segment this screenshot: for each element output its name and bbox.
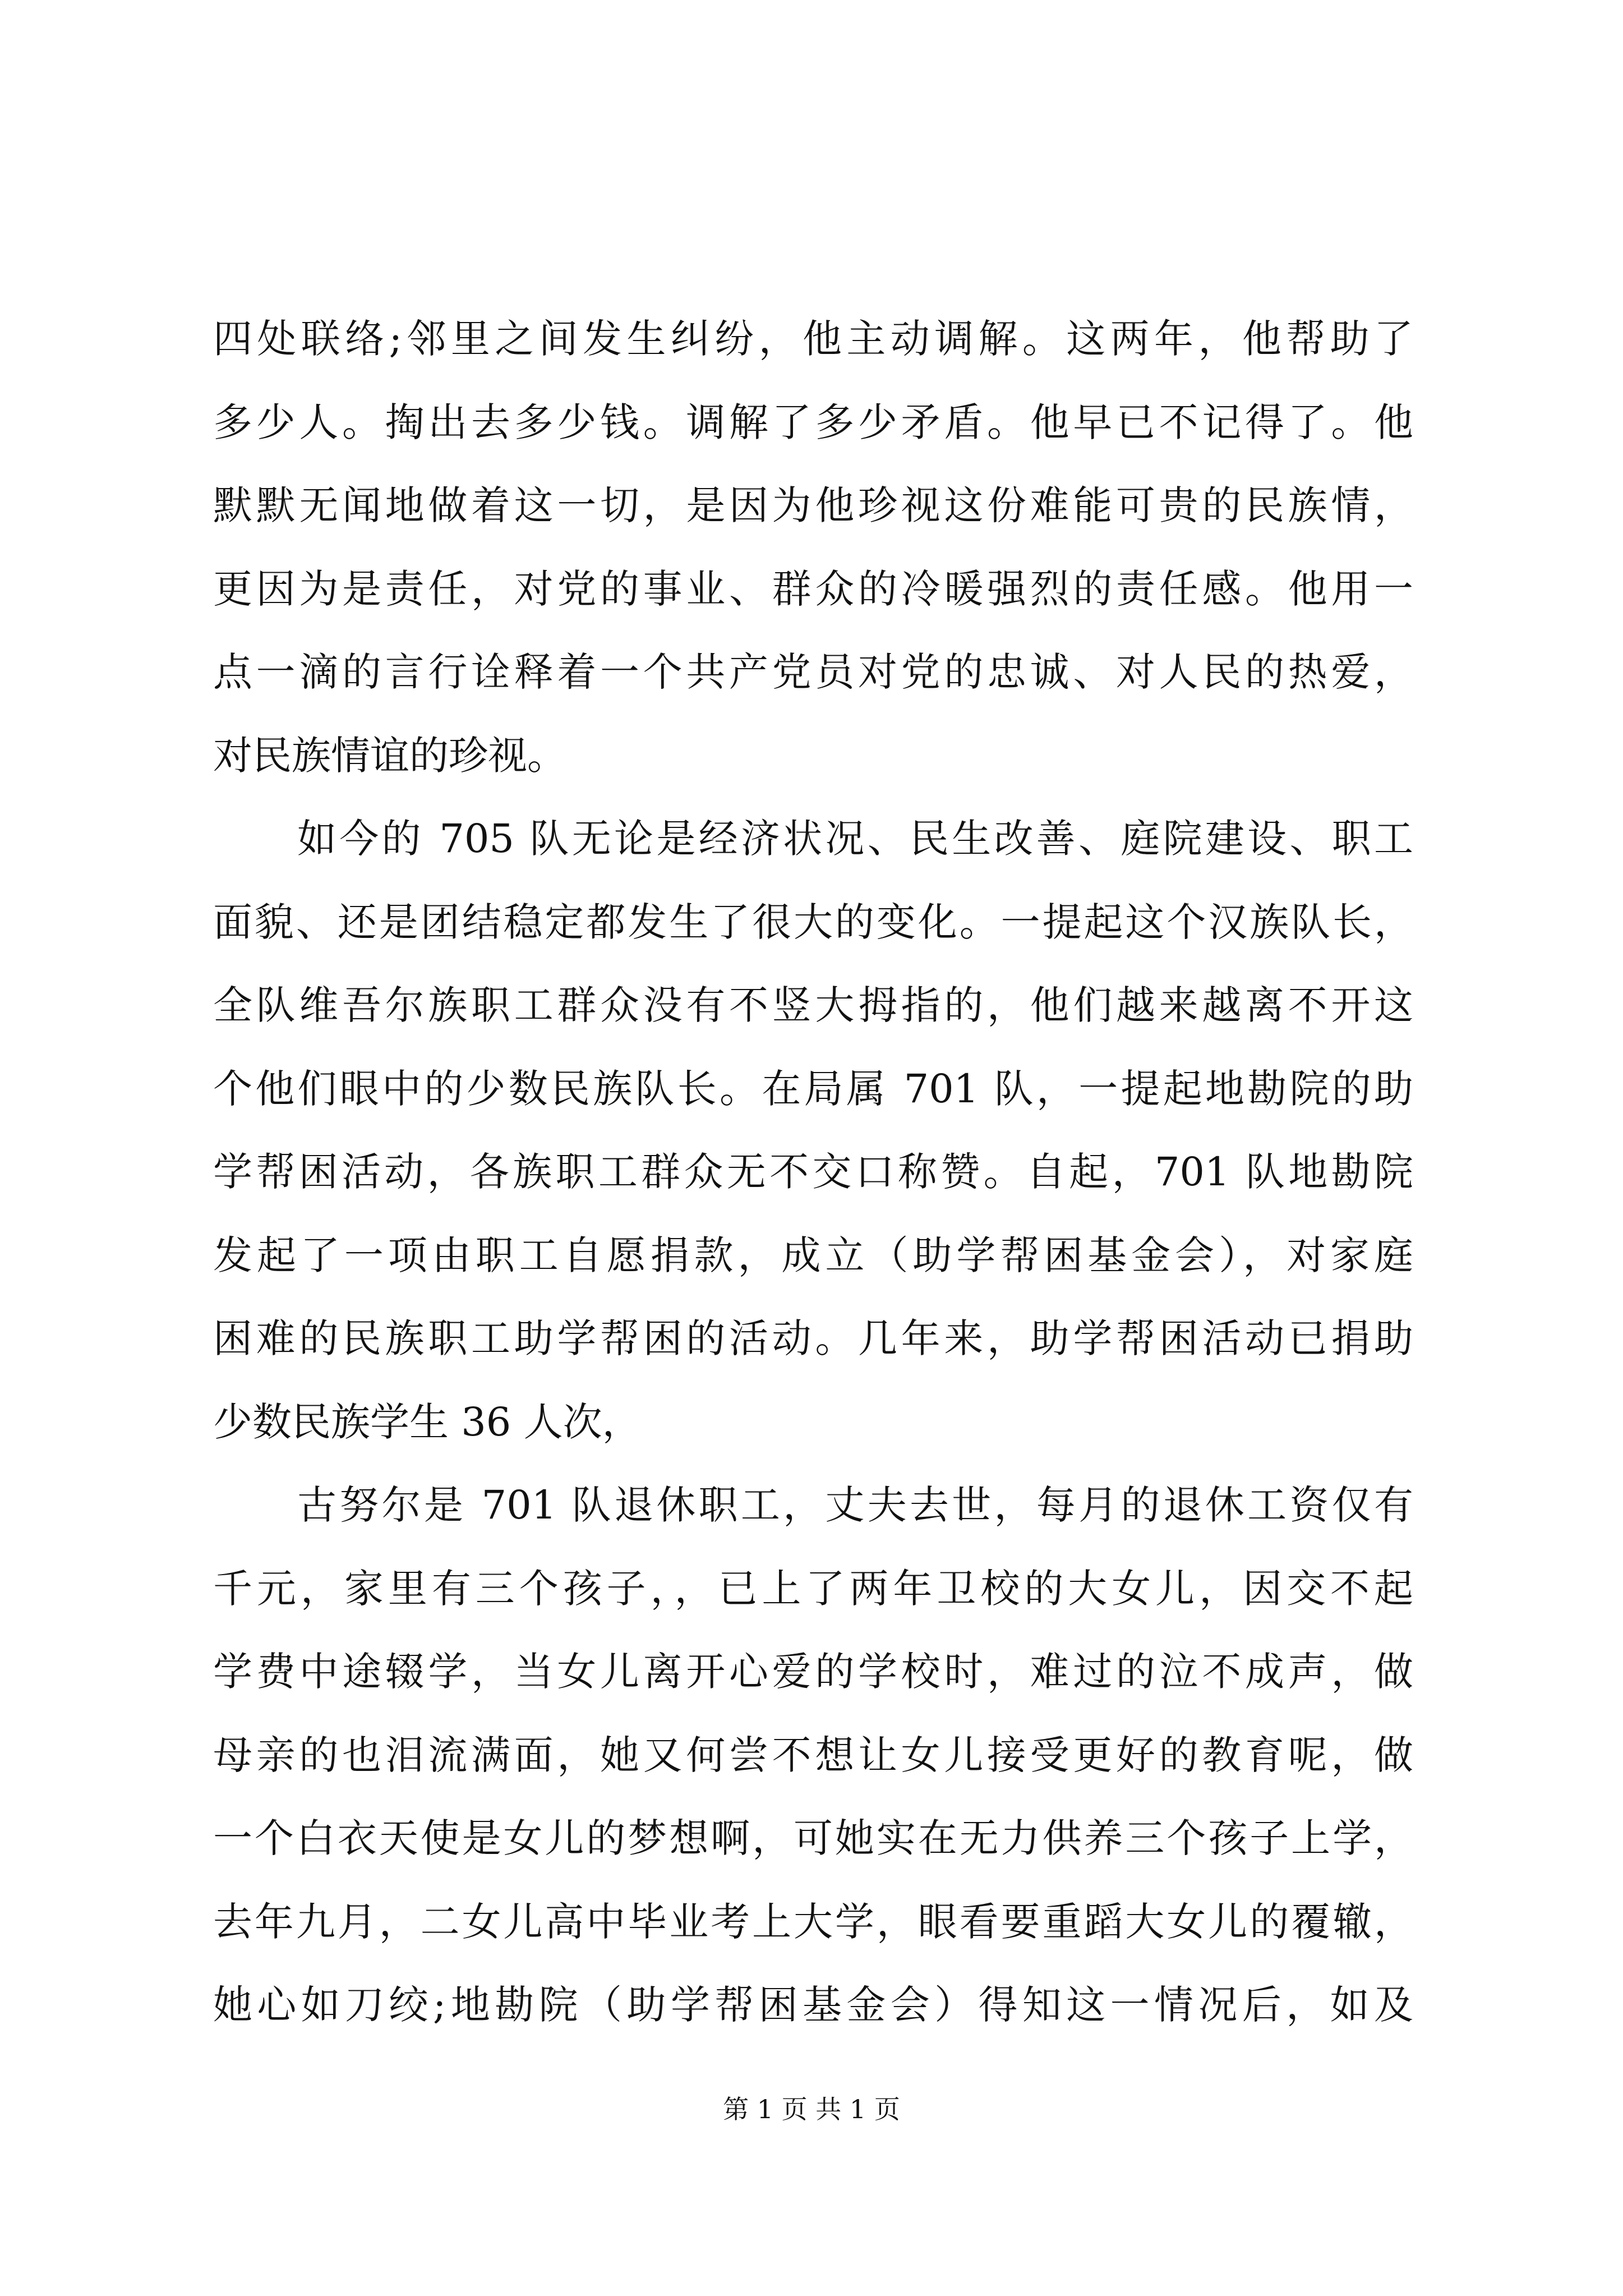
text-line: 多少人。掏出去多少钱。调解了多少矛盾。他早已不记得了。他 <box>213 399 1413 445</box>
text-line: 一个白衣天使是女儿的梦想啊，可她实在无力供养三个孩子上学， <box>213 1815 1413 1861</box>
document-body <box>213 297 1413 2047</box>
text-line: 更因为是责任，对党的事业、群众的冷暖强烈的责任感。他用一 <box>213 565 1413 612</box>
text-line: 四处联络;邻里之间发生纠纷，他主动调解。这两年，他帮助了 <box>213 316 1413 362</box>
text-line: 学帮困活动，各族职工群众无不交口称赞。自起，701 队地勘院 <box>213 1149 1413 1195</box>
text-line: 少数民族学生 36 人次， <box>213 1398 642 1445</box>
page-footer: 第 1 页 共 1 页 <box>723 2094 900 2124</box>
text-line: 个他们眼中的少数民族队长。在局属 701 队，一提起地勘院的助 <box>213 1065 1413 1112</box>
text-line: 古努尔是 701 队退休职工，丈夫去世，每月的退休工资仅有 <box>297 1482 1413 1528</box>
text-line: 学费中途辍学，当女儿离开心爱的学校时，难过的泣不成声，做 <box>213 1649 1413 1695</box>
text-line: 如今的 705 队无论是经济状况、民生改善、庭院建设、职工 <box>297 816 1413 862</box>
text-line: 母亲的也泪流满面，她又何尝不想让女儿接受更好的教育呢，做 <box>213 1732 1413 1778</box>
text-line: 发起了一项由职工自愿捐款，成立（助学帮困基金会），对家庭 <box>213 1232 1413 1278</box>
text-line: 默默无闻地做着这一切，是因为他珍视这份难能可贵的民族情， <box>213 482 1413 528</box>
text-line: 对民族情谊的珍视。 <box>213 732 566 779</box>
text-line: 点一滴的言行诠释着一个共产党员对党的忠诚、对人民的热爱， <box>213 649 1413 695</box>
text-line: 面貌、还是团结稳定都发生了很大的变化。一提起这个汉族队长， <box>213 899 1413 945</box>
text-line: 困难的民族职工助学帮困的活动。几年来，助学帮困活动已捐助 <box>213 1315 1413 1361</box>
text-line: 去年九月，二女儿高中毕业考上大学，眼看要重蹈大女儿的覆辙， <box>213 1898 1413 1945</box>
text-line: 千元，家里有三个孩子，，已上了两年卫校的大女儿，因交不起 <box>213 1565 1413 1612</box>
text-line: 全队维吾尔族职工群众没有不竖大拇指的，他们越来越离不开这 <box>213 982 1413 1028</box>
text-line: 她心如刀绞;地勘院（助学帮困基金会）得知这一情况后，如及 <box>213 1982 1413 2028</box>
